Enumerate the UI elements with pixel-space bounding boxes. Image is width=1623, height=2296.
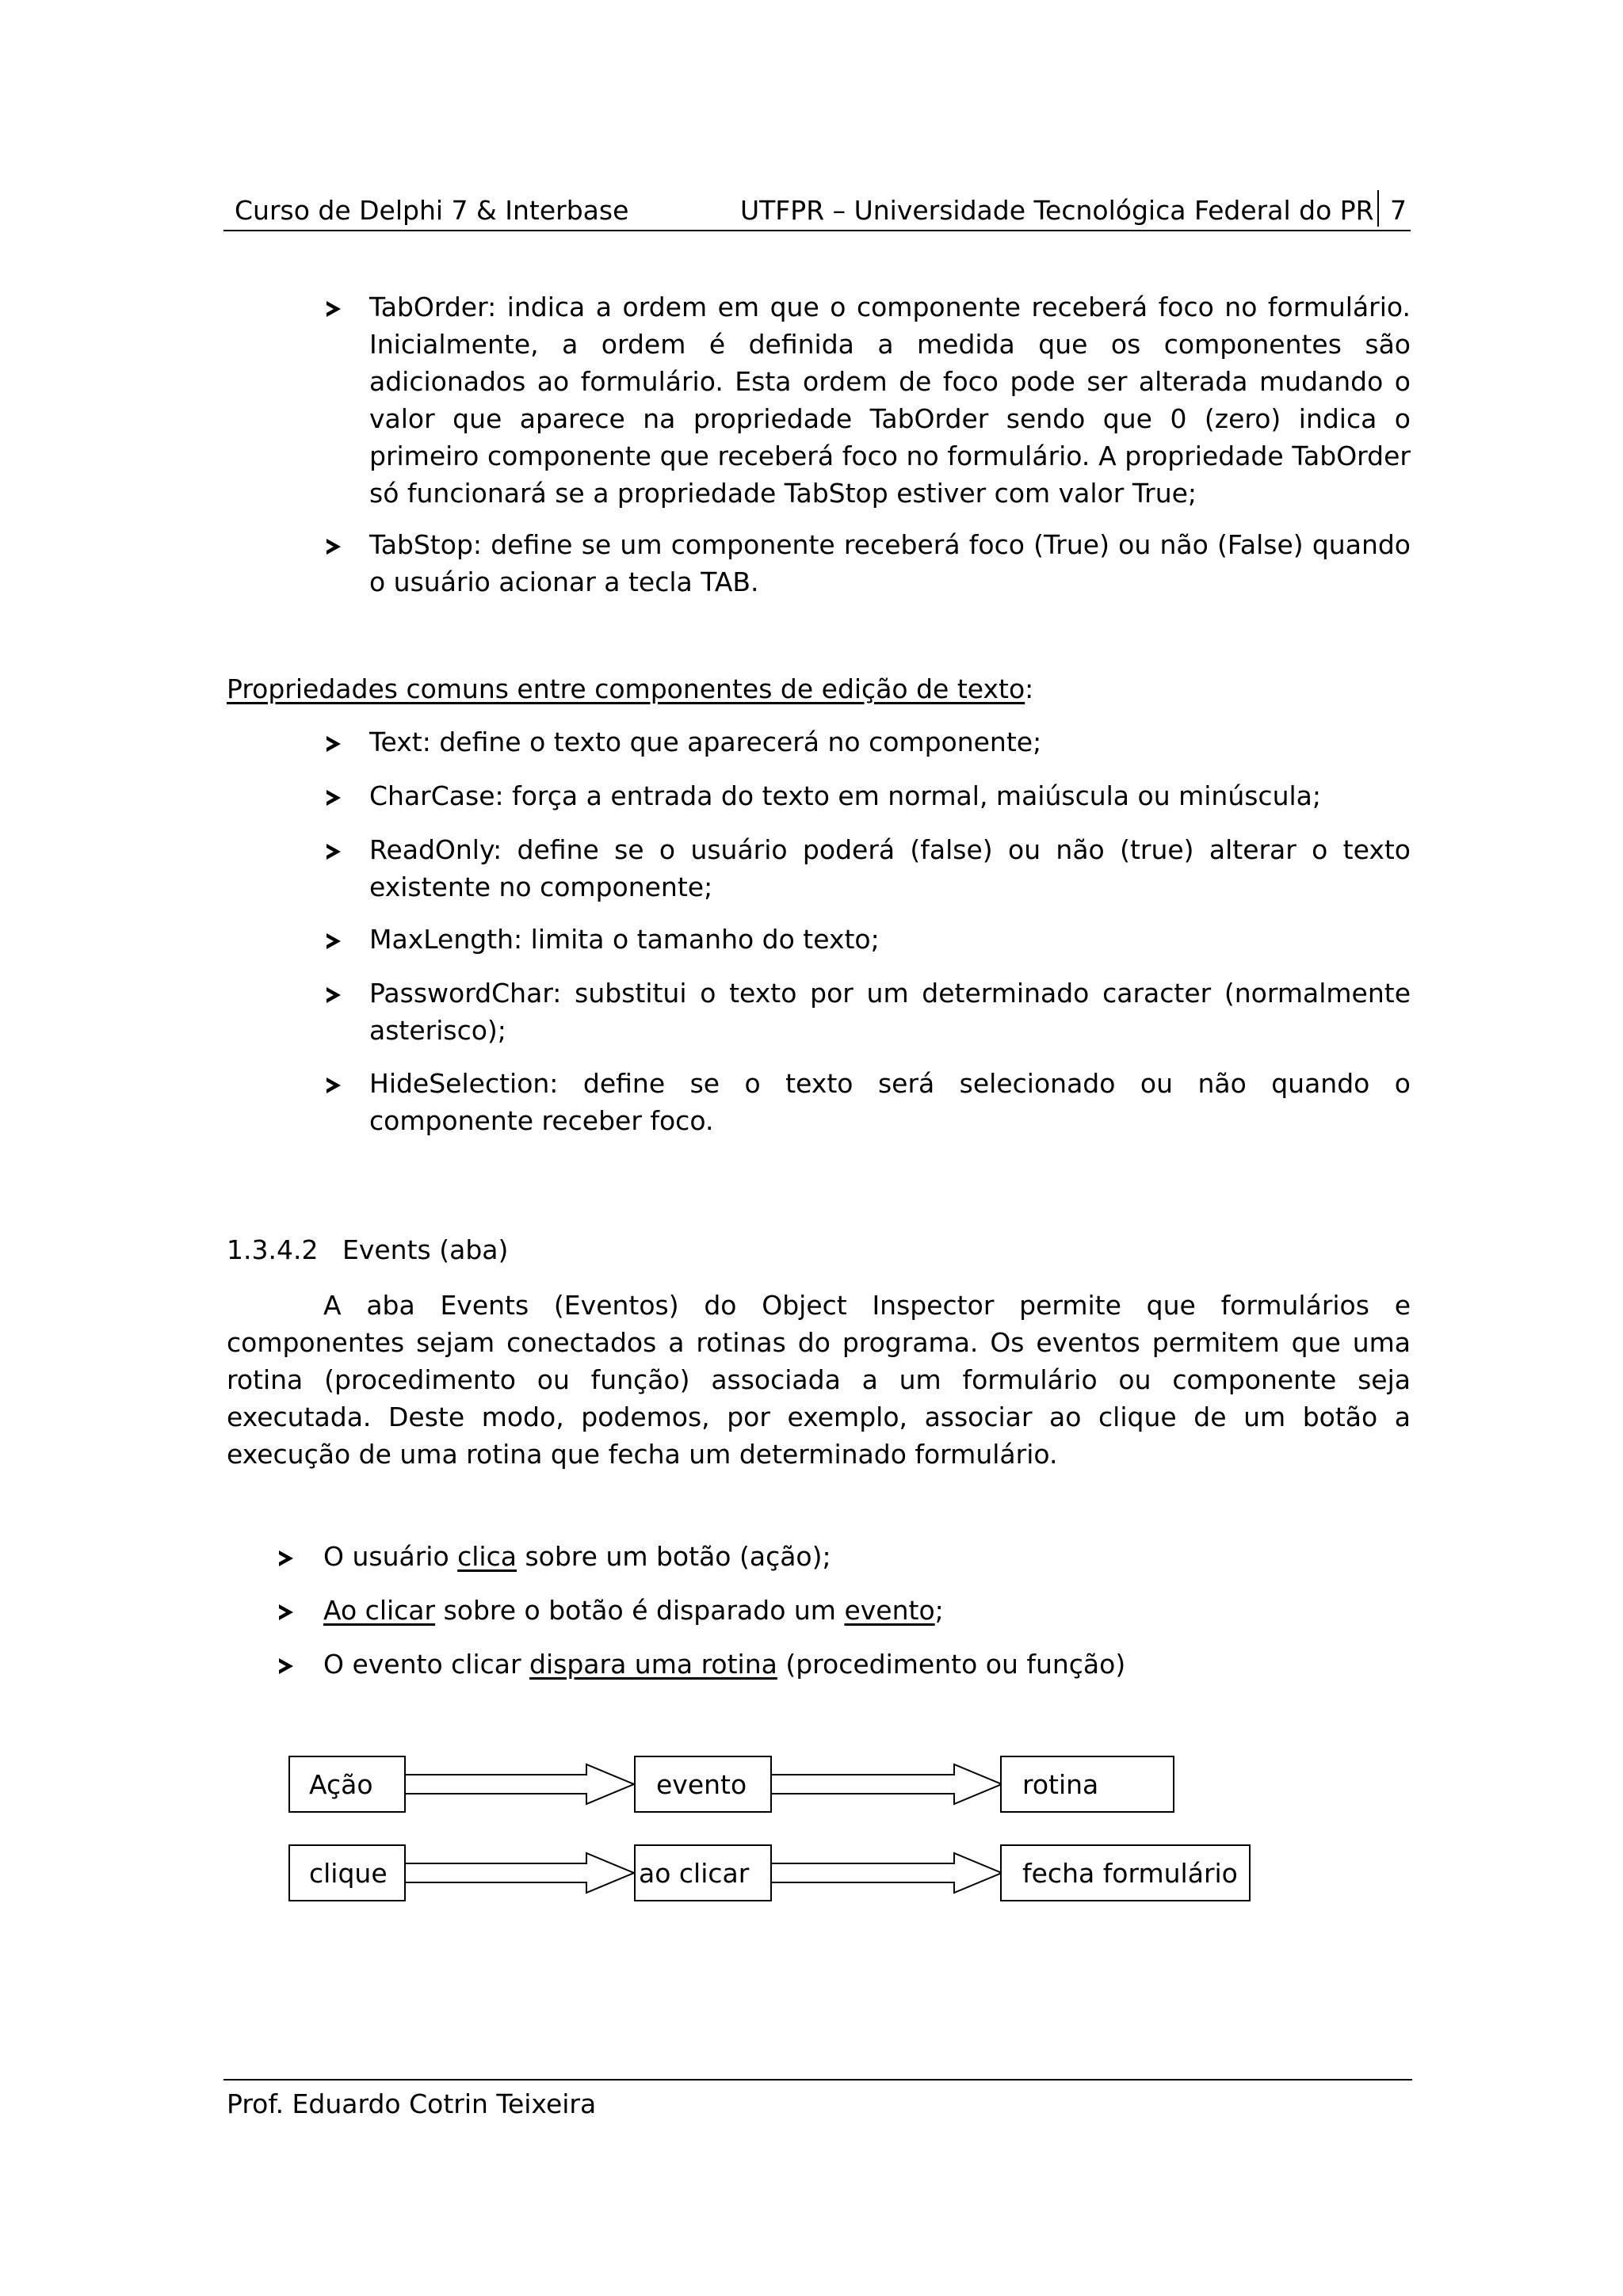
- bullet-passwordchar: PasswordChar: substitui o texto por um determinado caracter (normalmente asterisco);: [369, 978, 1411, 1046]
- diagram-box-rotina: rotina: [1000, 1756, 1174, 1813]
- diagram-box-acao: Ação: [288, 1756, 406, 1813]
- event-bullet-3-underlined: dispara uma rotina: [529, 1649, 777, 1680]
- text-props-title-colon: :: [1025, 673, 1034, 704]
- event-bullet-3-post: (procedimento ou função): [777, 1649, 1126, 1680]
- flow-arrow-icon: [404, 1853, 634, 1893]
- section-number: 1.3.4.2: [227, 1234, 319, 1265]
- event-bullet-3-pre: O evento clicar: [323, 1649, 530, 1680]
- bullet-tabstop: TabStop: define se um componente receberá foco (True) ou não (False) quando o usuário acionar a tecla TAB.: [369, 529, 1411, 597]
- bullet-taborder: TabOrder: indica a ordem em que o componente receberá foco no formulário. Inicialmente, a ordem é definida a medida que os componentes são adicionados ao formulário. Esta ordem de foco pode ser alterada mudando o valor que aparece na propriedade TabOrder sendo que 0 (zero) indica o primeiro componente que receberá foco no formulário. A propriedade TabOrder só funcionará se a propriedade TabStop estiver com valor True;: [369, 292, 1411, 509]
- bullet-hideselection: HideSelection: define se o texto será selecionado ou não quando o componente receber foco.: [369, 1068, 1411, 1136]
- bullet-maxlength: MaxLength: limita o tamanho do texto;: [369, 924, 880, 955]
- diagram-box-clique: clique: [288, 1844, 406, 1901]
- flow-arrow-icon: [404, 1764, 634, 1804]
- event-bullet-2-mid: sobre o botão é disparado um: [435, 1595, 845, 1626]
- bullet-readonly: ReadOnly: define se o usuário poderá (false) ou não (true) alterar o texto existente no componente;: [369, 834, 1411, 902]
- event-bullet-2-underlined-1: Ao clicar: [323, 1595, 436, 1626]
- event-bullet-2-underlined-2: evento: [844, 1595, 935, 1626]
- event-bullet-1-pre: O usuário: [323, 1541, 458, 1572]
- event-bullet-1-post: sobre um botão (ação);: [516, 1541, 831, 1572]
- event-bullet-1-underlined: clica: [457, 1541, 517, 1572]
- diagram-box-fecha-formulario: fecha formulário: [1000, 1844, 1251, 1901]
- flow-arrow-icon: [770, 1764, 1002, 1804]
- bullet-charcase: CharCase: força a entrada do texto em normal, maiúscula ou minúscula;: [369, 780, 1322, 811]
- header-course-title: Curso de Delphi 7 & Interbase: [235, 195, 629, 226]
- page-number: 7: [1390, 195, 1407, 226]
- page-footer: [223, 2079, 1412, 2119]
- bullet-text: Text: define o texto que aparecerá no componente;: [369, 727, 1042, 757]
- diagram-box-ao-clicar: ao clicar: [634, 1844, 772, 1901]
- flow-arrow-icon: [770, 1853, 1002, 1893]
- event-bullet-2-post: ;: [934, 1595, 944, 1626]
- diagram-box-evento: evento: [634, 1756, 772, 1813]
- text-props-title-text: Propriedades comuns entre componentes de edição de texto: [227, 673, 1025, 704]
- footer-author: Prof. Eduardo Cotrin Teixeira: [227, 2088, 597, 2119]
- header-institution: UTFPR – Universidade Tecnológica Federal do PR: [740, 195, 1374, 226]
- events-paragraph: A aba Events (Eventos) do Object Inspector permite que formulários e componentes sejam conectados a rotinas do programa. Os eventos permitem que uma rotina (procedimento ou função) associada a um formulário ou componente seja executada. Deste modo, podemos, por exemplo, associar ao clique de um botão a execução de uma rotina que fecha um determinado formulário.: [227, 1290, 1411, 1470]
- section-title: Events (aba): [342, 1234, 509, 1265]
